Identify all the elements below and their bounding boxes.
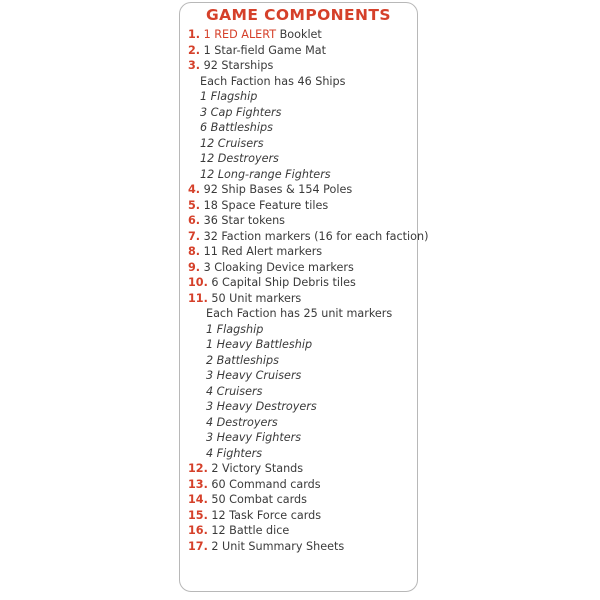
list-item [188, 229, 429, 245]
item-text: 18 Space Feature tiles [200, 198, 329, 212]
sub-item: 4 Destroyers [206, 415, 278, 429]
list-item [188, 198, 416, 214]
item-text: 11 Red Alert markers [200, 245, 323, 258]
sub-item: 12 Cruisers [200, 136, 264, 150]
item-text: 36 Star tokens [200, 214, 286, 227]
item-number: 15. [188, 508, 208, 522]
list-item [188, 213, 416, 229]
item-text: 3 Cloaking Device markers [200, 260, 354, 274]
item-number: 4. [188, 183, 201, 196]
sub-item: 1 Heavy Battleship [206, 338, 313, 351]
list-item [188, 275, 416, 291]
sub-header: Each Faction has 46 Ships [200, 74, 346, 88]
list-item [188, 27, 416, 43]
item-number: 14. [188, 493, 208, 506]
item-number: 8. [188, 245, 201, 258]
list-item [188, 523, 416, 539]
sub-item: 2 Battleships [206, 353, 279, 367]
sub-header: Each Faction has 25 unit markers [206, 307, 393, 320]
item-text: 12 Task Force cards [207, 508, 322, 522]
item-number: 1. [188, 28, 201, 41]
sub-item: 4 Cruisers [206, 384, 263, 398]
item-text: 32 Faction markers (16 for each faction) [200, 229, 429, 243]
item-text: 50 Unit markers [207, 291, 302, 305]
list-item [188, 477, 416, 493]
list-item [188, 461, 416, 477]
item-text: 6 Capital Ship Debris tiles [207, 276, 356, 289]
item-number: 13. [188, 477, 208, 491]
item-number: 10. [188, 276, 208, 289]
list-item [188, 244, 416, 260]
card-title: GAME COMPONENTS [206, 6, 391, 24]
sub-item: 12 Long-range Fighters [200, 167, 331, 181]
item-number: 2. [188, 43, 201, 57]
list-item [188, 43, 416, 59]
sub-item: 3 Heavy Fighters [206, 431, 302, 444]
item-highlight: 1 RED ALERT [203, 28, 277, 41]
sub-item: 3 Heavy Destroyers [206, 400, 317, 413]
item-number: 17. [188, 539, 208, 553]
item-number: 3. [188, 59, 201, 72]
list-item [188, 508, 416, 524]
sub-item: 12 Destroyers [200, 152, 279, 165]
item-text: 92 Ship Bases & 154 Poles [200, 183, 353, 196]
list-item [188, 182, 416, 198]
sub-item: 3 Heavy Cruisers [206, 369, 302, 382]
list-item [188, 260, 416, 276]
list-item [188, 539, 416, 555]
item-text: Booklet [276, 28, 322, 41]
item-number: 11. [188, 291, 208, 305]
item-number: 6. [188, 214, 201, 227]
sub-item: 1 Flagship [206, 322, 264, 336]
item-number: 12. [188, 462, 208, 475]
list-item [188, 291, 416, 307]
item-number: 5. [188, 198, 201, 212]
item-number: 7. [188, 229, 201, 243]
components-card [179, 2, 429, 592]
list-item [188, 58, 416, 74]
item-number: 16. [188, 524, 208, 537]
sub-item: 3 Cap Fighters [200, 105, 282, 119]
item-text: 1 Star-field Game Mat [200, 43, 326, 57]
item-text: 60 Command cards [207, 477, 321, 491]
item-text: 2 Unit Summary Sheets [207, 539, 345, 553]
item-text: 50 Combat cards [207, 493, 307, 506]
sub-item: 4 Fighters [206, 446, 263, 460]
item-text: 2 Victory Stands [207, 462, 304, 475]
item-text: 12 Battle dice [207, 524, 290, 537]
sub-item: 6 Battleships [200, 121, 273, 134]
list-item [188, 492, 416, 508]
item-text: 92 Starships [200, 59, 274, 72]
components-list [188, 27, 429, 554]
sub-item: 1 Flagship [200, 90, 258, 103]
item-number: 9. [188, 260, 201, 274]
